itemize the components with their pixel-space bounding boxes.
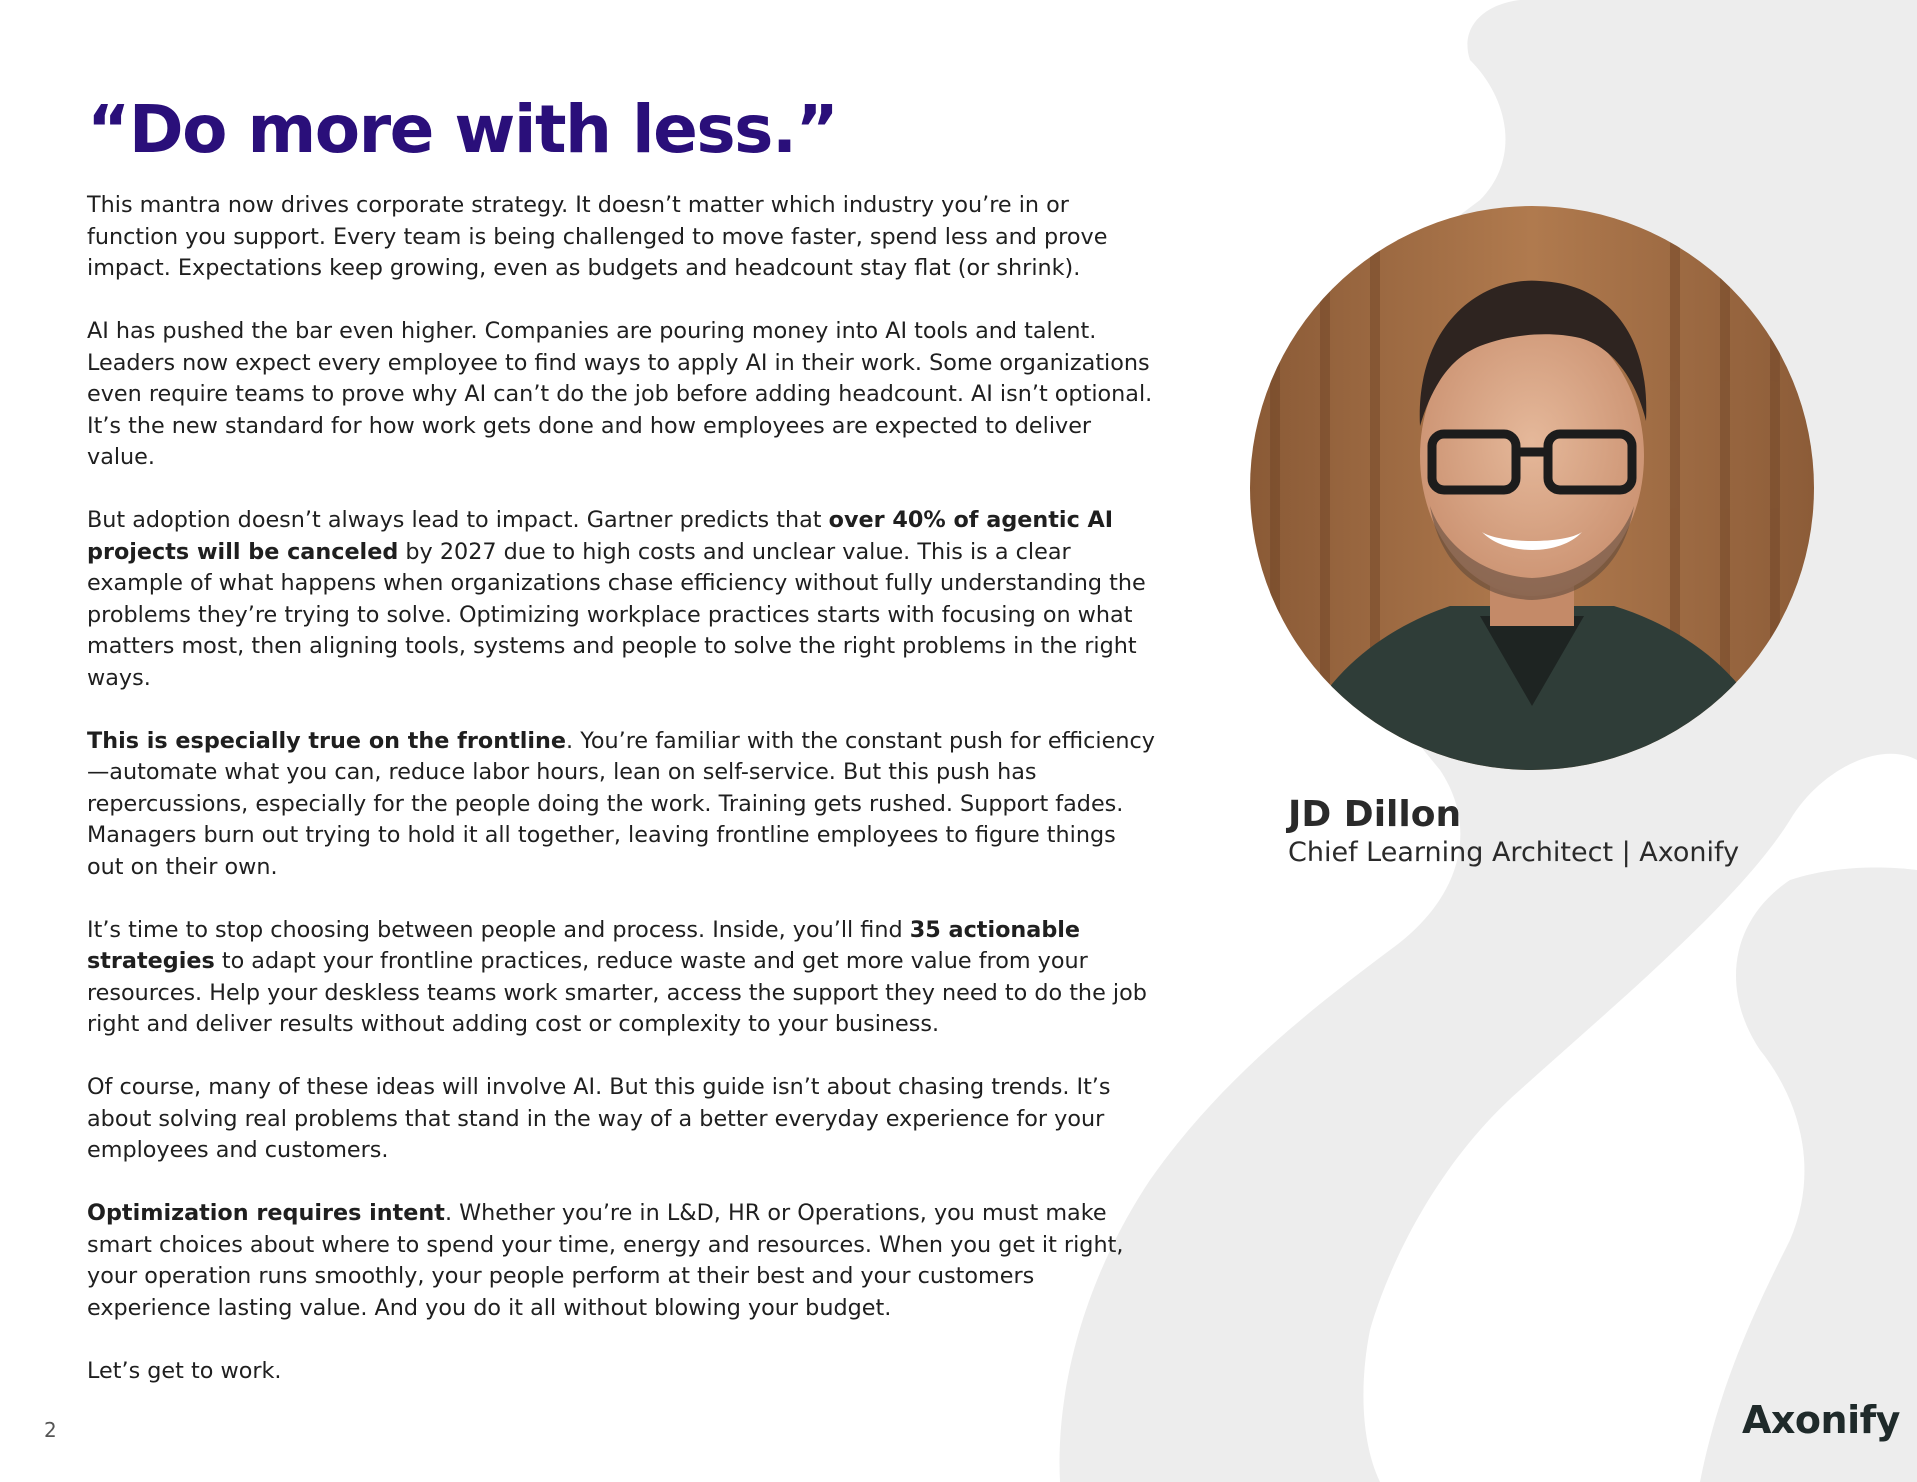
article-body: [87, 92, 1157, 1419]
bold-text: Optimization requires intent: [87, 1200, 445, 1226]
paragraph-text: But adoption doesn’t always lead to impact. Gartner predicts that: [87, 507, 829, 533]
author-name: JD Dillon: [1288, 794, 1462, 835]
bold-text: 35 actionable strategies: [87, 916, 1081, 974]
page-title: “Do more with less.”: [87, 91, 838, 168]
paragraph-text: This mantra now drives corporate strategy. It doesn’t matter which industry you’re in or function you support. Every team is being challenged to move faster, spend less and prove impact. Expectations keep growing, even as budgets and headcount stay flat (or shrink).: [87, 192, 1108, 281]
paragraph-text: . You’re familiar with the constant push for efficiency—automate what you can, reduce labor hours, lean on self-service. But this push has repercussions, especially for the people doing the work. Training gets rushed. Support fades. Managers burn out trying to hold it all together, leaving frontline employees to figure things out on their own.: [87, 727, 1155, 880]
paragraph-text: AI has pushed the bar even higher. Companies are pouring money into AI tools and talent. Leaders now expect every employee to find ways to apply AI in their work. Some organizations even require teams to prove why AI can’t do the job before adding headcount. AI isn’t optional. It’s the new standard for how work gets done and how employees are expected to deliver value.: [87, 318, 1153, 470]
axonify-logo: [1742, 1398, 1900, 1442]
paragraph-list: [87, 190, 1157, 1387]
paragraph-text: by 2027 due to high costs and unclear value. This is a clear example of what happens when organizations chase efficiency without fully understanding the problems they’re trying to solve. Optimizing workplace practices starts with focusing on what matters most, then aligning tools, systems and people to solve the right problems in the right ways.: [87, 538, 1146, 691]
paragraph-text: Of course, many of these ideas will involve AI. But this guide isn’t about chasing trends. It’s about solving real problems that stand in the way of a better everyday experience for your employees and customers.: [87, 1074, 1111, 1163]
bold-text: over 40% of agentic AI projects will be canceled: [87, 507, 1114, 565]
paragraph-text: Let’s get to work.: [87, 1357, 282, 1384]
body-paragraph: [87, 505, 1157, 694]
bold-text: This is especially true on the frontline: [87, 727, 567, 754]
body-paragraph: [87, 1198, 1157, 1324]
body-paragraph: [87, 316, 1157, 474]
body-paragraph: [87, 1072, 1157, 1167]
body-paragraph: [87, 190, 1157, 285]
body-paragraph: [87, 915, 1157, 1041]
body-paragraph: [87, 726, 1157, 884]
paragraph-text: . Whether you’re in L&D, HR or Operations, you must make smart choices about where to spend your time, energy and resources. When you get it right, your operation runs smoothly, your people perform at their best and your customers experience lasting value. And you do it all without blowing your budget.: [87, 1200, 1124, 1321]
author-title: Chief Learning Architect | Axonify: [1288, 837, 1740, 868]
author-info: [1288, 794, 1739, 870]
paragraph-text: It’s time to stop choosing between people and process. Inside, you’ll find: [87, 916, 910, 943]
logo-text: Axonify: [1742, 1398, 1900, 1442]
author-photo: [1250, 206, 1814, 770]
body-paragraph: [87, 1356, 1157, 1388]
paragraph-text: to adapt your frontline practices, reduce waste and get more value from your resources. Help your deskless teams work smarter, access the support they need to do the job right and deliver results without adding cost or complexity to your business.: [87, 948, 1147, 1037]
page-number: 2: [44, 1418, 57, 1442]
